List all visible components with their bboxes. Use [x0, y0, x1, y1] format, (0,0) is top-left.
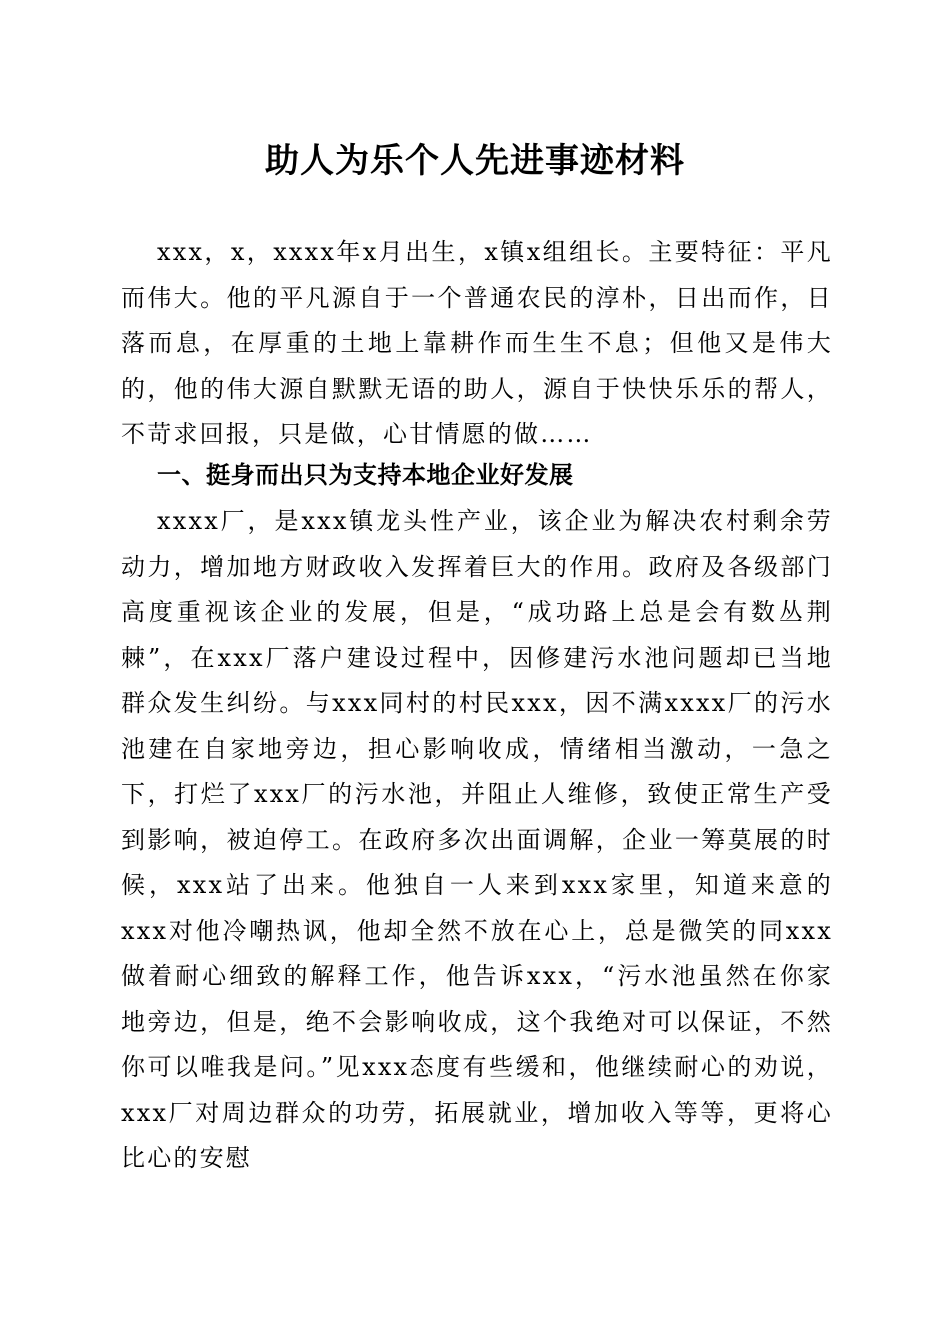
- section-heading: 一、挺身而出只为支持本地企业好发展: [157, 461, 574, 489]
- document-title: 助人为乐个人先进事迹材料: [265, 141, 685, 181]
- section-paragraph: xxxx厂，是xxx镇龙头性产业，该企业为解决农村剩余劳动力，增加地方财政收入发挥着巨大的作用。政府及各级部门高度重视该企业的发展，但是，“成功路上总是会有数丛荆棘”，在xxx厂落户建设过程中，因修建污水池问题却已当地群众发生纠纷。与xxx同村的村民xxx，因不满xxxx厂的污水池建在自家地旁边，担心影响收成，情绪相当激动，一急之下，打烂了xxx厂的污水池，并阻止人维修，致使正常生产受到影响，被迫停工。在政府多次出面调解，企业一筹莫展的时候，xxx站了出来。他独自一人来到xxx家里，知道来意的xxx对他冷嘲热讽，他却全然不放在心上，总是微笑的同xxx做着耐心细致的解释工作，他告诉xxx，“污水池虽然在你家地旁边，但是，绝不会影响收成，这个我绝对可以保证，不然你可以唯我是问。”见xxx态度有些缓和，他继续耐心的劝说，xxx厂对周边群众的功劳，拓展就业，增加收入等等，更将心比心的安慰: [121, 507, 833, 1172]
- intro-paragraph: xxx，x，xxxx年x月出生，x镇x组组长。主要特征：平凡而伟大。他的平凡源自于一个普通农民的淳朴，日出而作，日落而息，在厚重的土地上靠耕作而生生不息；但他又是伟大的，他的伟大源自默默无语的助人，源自于快快乐乐的帮人，不苛求回报，只是做，心甘情愿的做……: [121, 238, 833, 448]
